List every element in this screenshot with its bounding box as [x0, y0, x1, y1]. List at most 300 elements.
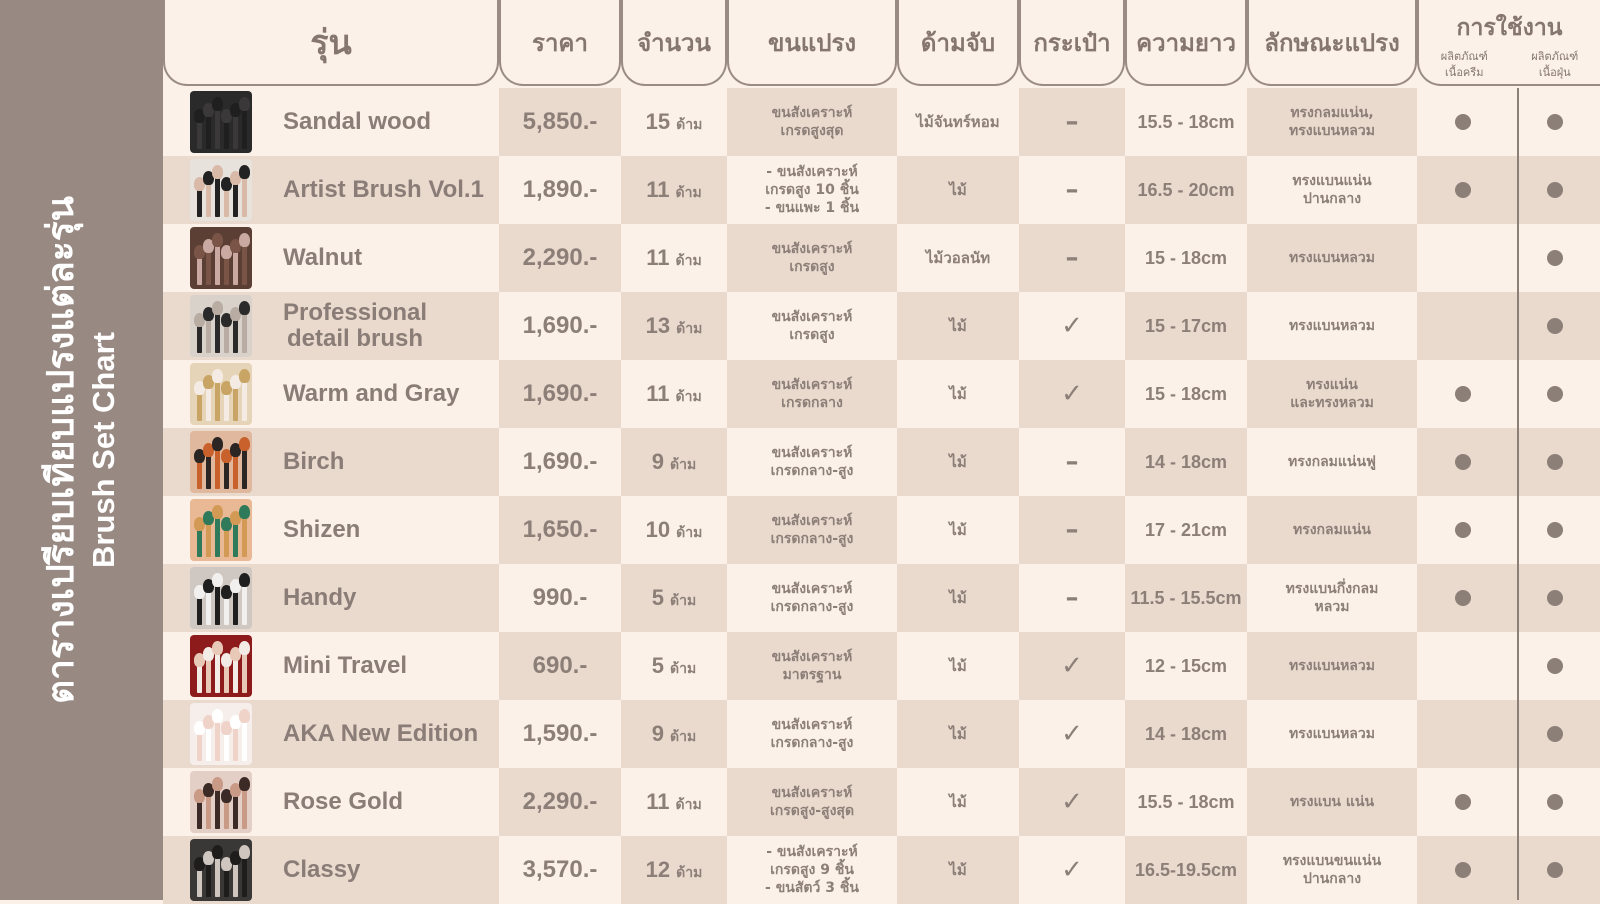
model-name: Mini Travel	[283, 632, 503, 700]
usage-dot-icon	[1547, 590, 1563, 606]
count-value	[646, 109, 703, 136]
count-unit: ด้าม	[676, 388, 702, 404]
handle-cell	[897, 428, 1019, 496]
model-cell	[163, 700, 499, 768]
shape-value: ทรงแน่น และทรงหลวม	[1290, 376, 1374, 412]
price-value: 1,690.-	[523, 312, 598, 340]
count-cell	[621, 360, 727, 428]
shape-cell	[1247, 292, 1417, 360]
count-number: 12	[646, 857, 670, 882]
table-row	[163, 428, 1600, 496]
usage-dot-icon	[1547, 454, 1563, 470]
bag-cell	[1019, 88, 1125, 156]
count-value	[646, 517, 703, 544]
bristle-value: ขนสังเคราะห์ เกรดกลาง-สูง	[771, 444, 854, 480]
model-name: Sandal wood	[283, 88, 503, 156]
shape-value: ทรงกลมแน่นฟู	[1288, 453, 1376, 471]
shape-cell	[1247, 632, 1417, 700]
powder-cell	[1509, 632, 1600, 700]
shape-cell	[1247, 768, 1417, 836]
handle-cell	[897, 700, 1019, 768]
count-unit: ด้าม	[670, 728, 696, 744]
usage-dot-icon	[1455, 182, 1471, 198]
count-number: 11	[646, 245, 669, 270]
cream-cell	[1417, 768, 1509, 836]
powder-cell	[1509, 292, 1600, 360]
handle-value: ไม้	[949, 450, 966, 474]
table-row	[163, 768, 1600, 836]
price-value: 690.-	[533, 652, 588, 680]
bristle-cell	[727, 224, 897, 292]
shape-value: ทรงแบนหลวม	[1289, 249, 1375, 267]
shape-value: ทรงกลมแน่น, ทรงแบนหลวม	[1289, 104, 1375, 140]
usage-dot-icon	[1547, 182, 1563, 198]
table-row	[163, 88, 1600, 156]
brush-set-photo	[190, 227, 252, 289]
shape-cell	[1247, 496, 1417, 564]
count-number: 10	[646, 517, 670, 542]
header-model: รุ่น	[163, 0, 499, 86]
bristle-cell	[727, 632, 897, 700]
powder-cell	[1509, 836, 1600, 904]
table-row	[163, 224, 1600, 292]
bag-indicator: –	[1066, 515, 1079, 545]
usage-dot-icon	[1547, 658, 1563, 674]
length-value: 16.5-19.5cm	[1135, 860, 1237, 881]
model-name: Birch	[283, 428, 503, 496]
brush-set-photo	[190, 295, 252, 357]
header-count: จำนวน	[621, 0, 727, 86]
bristle-value: ขนสังเคราะห์ เกรดกลาง	[772, 376, 853, 412]
count-cell	[621, 564, 727, 632]
bag-cell	[1019, 496, 1125, 564]
usage-dot-icon	[1455, 114, 1471, 130]
count-value	[652, 449, 696, 476]
length-cell	[1125, 224, 1247, 292]
powder-cell	[1509, 88, 1600, 156]
table-row	[163, 564, 1600, 632]
shape-value: ทรงแบน แน่น	[1290, 793, 1374, 811]
price-value: 1,690.-	[523, 380, 598, 408]
handle-value: ไม้	[949, 654, 966, 678]
length-value: 17 - 21cm	[1145, 520, 1227, 541]
cream-cell	[1417, 88, 1509, 156]
table-row	[163, 632, 1600, 700]
usage-dot-icon	[1455, 862, 1471, 878]
bag-indicator: –	[1066, 175, 1079, 205]
model-cell	[163, 428, 499, 496]
bristle-cell	[727, 428, 897, 496]
usage-dot-icon	[1547, 114, 1563, 130]
count-unit: ด้าม	[676, 524, 702, 540]
cream-cell	[1417, 224, 1509, 292]
bag-indicator: ✓	[1061, 651, 1083, 681]
cream-cell	[1417, 632, 1509, 700]
cream-cell	[1417, 700, 1509, 768]
usage-dot-icon	[1455, 454, 1471, 470]
handle-cell	[897, 768, 1019, 836]
brush-set-photo	[190, 635, 252, 697]
count-unit: ด้าม	[676, 116, 702, 132]
usage-dot-icon	[1547, 862, 1563, 878]
count-value	[646, 381, 701, 408]
count-number: 11	[646, 789, 669, 814]
count-value	[652, 585, 696, 612]
shape-value: ทรงกลมแน่น	[1293, 521, 1371, 539]
count-unit: ด้าม	[670, 592, 696, 608]
bag-indicator: –	[1066, 447, 1079, 477]
count-number: 9	[652, 721, 664, 746]
handle-cell	[897, 564, 1019, 632]
powder-cell	[1509, 428, 1600, 496]
price-cell	[499, 632, 621, 700]
count-number: 15	[646, 109, 670, 134]
brush-set-photo	[190, 431, 252, 493]
usage-dot-icon	[1547, 726, 1563, 742]
bristle-cell	[727, 496, 897, 564]
count-unit: ด้าม	[676, 320, 702, 336]
shape-value: ทรงแบนขนแน่น ปานกลาง	[1283, 852, 1381, 888]
count-value	[646, 177, 701, 204]
price-value: 1,590.-	[523, 720, 598, 748]
model-cell	[163, 156, 499, 224]
count-cell	[621, 768, 727, 836]
header-usage-powder: ผลิตภัณฑ์ เนื้อฝุ่น	[1510, 49, 1600, 81]
count-value	[646, 245, 701, 272]
model-name: Walnut	[283, 224, 503, 292]
table-row	[163, 292, 1600, 360]
cream-cell	[1417, 836, 1509, 904]
bristle-cell	[727, 564, 897, 632]
count-number: 13	[646, 313, 670, 338]
length-cell	[1125, 88, 1247, 156]
header-bag: กระเป๋า	[1019, 0, 1125, 86]
price-cell	[499, 360, 621, 428]
cream-cell	[1417, 292, 1509, 360]
bristle-value: ขนสังเคราะห์ เกรดกลาง-สูง	[771, 512, 854, 548]
handle-cell	[897, 156, 1019, 224]
handle-value: ไม้	[949, 314, 966, 338]
comparison-table	[163, 0, 1600, 900]
length-cell	[1125, 700, 1247, 768]
brush-set-photo	[190, 499, 252, 561]
model-cell	[163, 496, 499, 564]
usage-dot-icon	[1547, 794, 1563, 810]
price-cell	[499, 564, 621, 632]
powder-cell	[1509, 224, 1600, 292]
chart-title	[38, 196, 124, 704]
length-value: 14 - 18cm	[1145, 452, 1227, 473]
usage-dot-icon	[1547, 250, 1563, 266]
handle-cell	[897, 496, 1019, 564]
price-value: 990.-	[533, 584, 588, 612]
bag-indicator: ✓	[1061, 379, 1083, 409]
model-name: Warm and Gray	[283, 360, 503, 428]
handle-value: ไม้วอลนัท	[926, 246, 990, 270]
model-cell	[163, 632, 499, 700]
model-name: Shizen	[283, 496, 503, 564]
model-name: Artist Brush Vol.1	[283, 156, 503, 224]
brush-set-photo	[190, 771, 252, 833]
length-cell	[1125, 496, 1247, 564]
table-row	[163, 360, 1600, 428]
bag-indicator: ✓	[1061, 719, 1083, 749]
bag-indicator: –	[1066, 107, 1079, 137]
price-value: 1,650.-	[523, 516, 598, 544]
count-unit: ด้าม	[670, 456, 696, 472]
header-length: ความยาว	[1125, 0, 1247, 86]
bristle-cell	[727, 768, 897, 836]
handle-cell	[897, 224, 1019, 292]
price-cell	[499, 700, 621, 768]
bag-indicator: –	[1066, 583, 1079, 613]
bristle-value: ขนสังเคราะห์ เกรดสูง	[772, 308, 853, 344]
sidebar	[0, 0, 163, 900]
cream-cell	[1417, 564, 1509, 632]
bristle-cell	[727, 700, 897, 768]
chart-title-thai: ตารางเปรียบเทียบแปรงแต่ละรุ่น	[38, 196, 84, 704]
length-value: 11.5 - 15.5cm	[1130, 588, 1241, 609]
cream-cell	[1417, 496, 1509, 564]
usage-column-divider	[1517, 88, 1519, 900]
count-cell	[621, 836, 727, 904]
length-cell	[1125, 360, 1247, 428]
model-name: Rose Gold	[283, 768, 503, 836]
handle-value: ไม้จันทร์หอม	[916, 110, 999, 134]
bristle-cell	[727, 836, 897, 904]
brush-set-photo	[190, 363, 252, 425]
length-cell	[1125, 156, 1247, 224]
price-value: 1,690.-	[523, 448, 598, 476]
brush-set-photo	[190, 839, 252, 901]
length-value: 12 - 15cm	[1145, 656, 1227, 677]
header-shape: ลักษณะแปรง	[1247, 0, 1417, 86]
length-cell	[1125, 768, 1247, 836]
length-value: 15 - 18cm	[1145, 248, 1227, 269]
price-cell	[499, 292, 621, 360]
handle-value: ไม้	[949, 518, 966, 542]
length-cell	[1125, 632, 1247, 700]
length-value: 15 - 18cm	[1145, 384, 1227, 405]
count-cell	[621, 292, 727, 360]
bag-cell	[1019, 768, 1125, 836]
powder-cell	[1509, 156, 1600, 224]
price-cell	[499, 88, 621, 156]
price-value: 1,890.-	[523, 176, 598, 204]
count-number: 5	[652, 585, 664, 610]
bristle-value: ขนสังเคราะห์ มาตรฐาน	[772, 648, 853, 684]
count-value	[646, 313, 703, 340]
price-value: 2,290.-	[523, 788, 598, 816]
powder-cell	[1509, 564, 1600, 632]
shape-value: ทรงแบนกึ่งกลม หลวม	[1286, 580, 1379, 616]
handle-value: ไม้	[949, 722, 966, 746]
brush-set-photo	[190, 567, 252, 629]
length-cell	[1125, 564, 1247, 632]
handle-value: ไม้	[949, 790, 966, 814]
chart-title-english: Brush Set Chart	[84, 196, 124, 704]
cream-cell	[1417, 156, 1509, 224]
table-row	[163, 836, 1600, 904]
powder-cell	[1509, 496, 1600, 564]
bristle-value: - ขนสังเคราะห์ เกรดสูง 9 ชิ้น - ขนสัตว์ 3 ชิ้น	[765, 843, 859, 897]
usage-dot-icon	[1455, 590, 1471, 606]
count-cell	[621, 700, 727, 768]
count-value	[646, 857, 703, 884]
handle-value: ไม้	[949, 382, 966, 406]
bag-cell	[1019, 836, 1125, 904]
shape-cell	[1247, 428, 1417, 496]
count-number: 11	[646, 381, 669, 406]
length-cell	[1125, 428, 1247, 496]
handle-cell	[897, 360, 1019, 428]
brush-set-photo	[190, 159, 252, 221]
price-cell	[499, 836, 621, 904]
handle-cell	[897, 632, 1019, 700]
bag-indicator: ✓	[1061, 855, 1083, 885]
count-cell	[621, 88, 727, 156]
shape-cell	[1247, 156, 1417, 224]
shape-cell	[1247, 564, 1417, 632]
count-value	[652, 721, 696, 748]
bristle-value: ขนสังเคราะห์ เกรดกลาง-สูง	[771, 716, 854, 752]
length-cell	[1125, 836, 1247, 904]
usage-dot-icon	[1547, 386, 1563, 402]
shape-value: ทรงแบนหลวม	[1289, 657, 1375, 675]
length-cell	[1125, 292, 1247, 360]
shape-cell	[1247, 836, 1417, 904]
usage-dot-icon	[1455, 386, 1471, 402]
brush-set-photo	[190, 91, 252, 153]
bristle-cell	[727, 360, 897, 428]
model-cell	[163, 360, 499, 428]
bag-cell	[1019, 224, 1125, 292]
model-cell	[163, 768, 499, 836]
usage-dot-icon	[1547, 318, 1563, 334]
header-usage-cream: ผลิตภัณฑ์ เนื้อครีม	[1419, 49, 1510, 81]
usage-dot-icon	[1455, 522, 1471, 538]
count-unit: ด้าม	[670, 660, 696, 676]
model-name: Handy	[283, 564, 503, 632]
length-value: 14 - 18cm	[1145, 724, 1227, 745]
header-bristle: ขนแปรง	[727, 0, 897, 86]
count-cell	[621, 632, 727, 700]
price-value: 5,850.-	[523, 108, 598, 136]
model-name: Professional detail brush	[283, 292, 503, 360]
count-number: 11	[646, 177, 669, 202]
length-value: 15.5 - 18cm	[1137, 112, 1234, 133]
price-cell	[499, 768, 621, 836]
bristle-value: ขนสังเคราะห์ เกรดสูง-สูงสุด	[770, 784, 854, 820]
model-cell	[163, 88, 499, 156]
usage-dot-icon	[1455, 794, 1471, 810]
count-number: 9	[652, 449, 664, 474]
shape-cell	[1247, 360, 1417, 428]
bristle-value: - ขนสังเคราะห์ เกรดสูง 10 ชิ้น - ขนแพะ 1 ชิ้น	[765, 163, 859, 217]
length-value: 15 - 17cm	[1145, 316, 1227, 337]
cream-cell	[1417, 428, 1509, 496]
count-number: 5	[652, 653, 664, 678]
shape-cell	[1247, 700, 1417, 768]
brush-set-photo	[190, 703, 252, 765]
length-value: 16.5 - 20cm	[1137, 180, 1234, 201]
model-cell	[163, 836, 499, 904]
model-cell	[163, 292, 499, 360]
powder-cell	[1509, 700, 1600, 768]
price-cell	[499, 496, 621, 564]
model-cell	[163, 564, 499, 632]
price-value: 3,570.-	[523, 856, 598, 884]
shape-cell	[1247, 88, 1417, 156]
model-name: AKA New Edition	[283, 700, 503, 768]
bristle-value: ขนสังเคราะห์ เกรดสูงสุด	[772, 104, 853, 140]
bag-indicator: –	[1066, 243, 1079, 273]
count-cell	[621, 224, 727, 292]
cream-cell	[1417, 360, 1509, 428]
shape-cell	[1247, 224, 1417, 292]
bag-cell	[1019, 292, 1125, 360]
header-usage-title: การใช้งาน	[1457, 10, 1563, 46]
count-value	[652, 653, 696, 680]
bristle-value: ขนสังเคราะห์ เกรดสูง	[772, 240, 853, 276]
count-cell	[621, 496, 727, 564]
count-unit: ด้าม	[676, 796, 702, 812]
bristle-cell	[727, 292, 897, 360]
count-value	[646, 789, 701, 816]
bristle-cell	[727, 156, 897, 224]
bristle-cell	[727, 88, 897, 156]
handle-value: ไม้	[949, 178, 966, 202]
table-row	[163, 156, 1600, 224]
price-value: 2,290.-	[523, 244, 598, 272]
header-usage	[1417, 0, 1600, 86]
shape-value: ทรงแบนหลวม	[1289, 317, 1375, 335]
header-handle: ด้ามจับ	[897, 0, 1019, 86]
count-unit: ด้าม	[676, 184, 702, 200]
handle-cell	[897, 836, 1019, 904]
shape-value: ทรงแบนแน่น ปานกลาง	[1292, 172, 1371, 208]
bag-cell	[1019, 564, 1125, 632]
usage-dot-icon	[1547, 522, 1563, 538]
powder-cell	[1509, 360, 1600, 428]
count-cell	[621, 428, 727, 496]
bag-cell	[1019, 700, 1125, 768]
model-cell	[163, 224, 499, 292]
handle-cell	[897, 292, 1019, 360]
bag-indicator: ✓	[1061, 311, 1083, 341]
bag-cell	[1019, 360, 1125, 428]
price-cell	[499, 428, 621, 496]
table-row	[163, 700, 1600, 768]
bag-cell	[1019, 156, 1125, 224]
shape-value: ทรงแบนหลวม	[1289, 725, 1375, 743]
price-cell	[499, 224, 621, 292]
bag-cell	[1019, 428, 1125, 496]
handle-cell	[897, 88, 1019, 156]
header-price: ราคา	[499, 0, 621, 86]
count-cell	[621, 156, 727, 224]
handle-value: ไม้	[949, 858, 966, 882]
length-value: 15.5 - 18cm	[1137, 792, 1234, 813]
count-unit: ด้าม	[676, 252, 702, 268]
price-cell	[499, 156, 621, 224]
model-name: Classy	[283, 836, 503, 904]
handle-value: ไม้	[949, 586, 966, 610]
powder-cell	[1509, 768, 1600, 836]
bag-cell	[1019, 632, 1125, 700]
bristle-value: ขนสังเคราะห์ เกรดกลาง-สูง	[771, 580, 854, 616]
bag-indicator: ✓	[1061, 787, 1083, 817]
